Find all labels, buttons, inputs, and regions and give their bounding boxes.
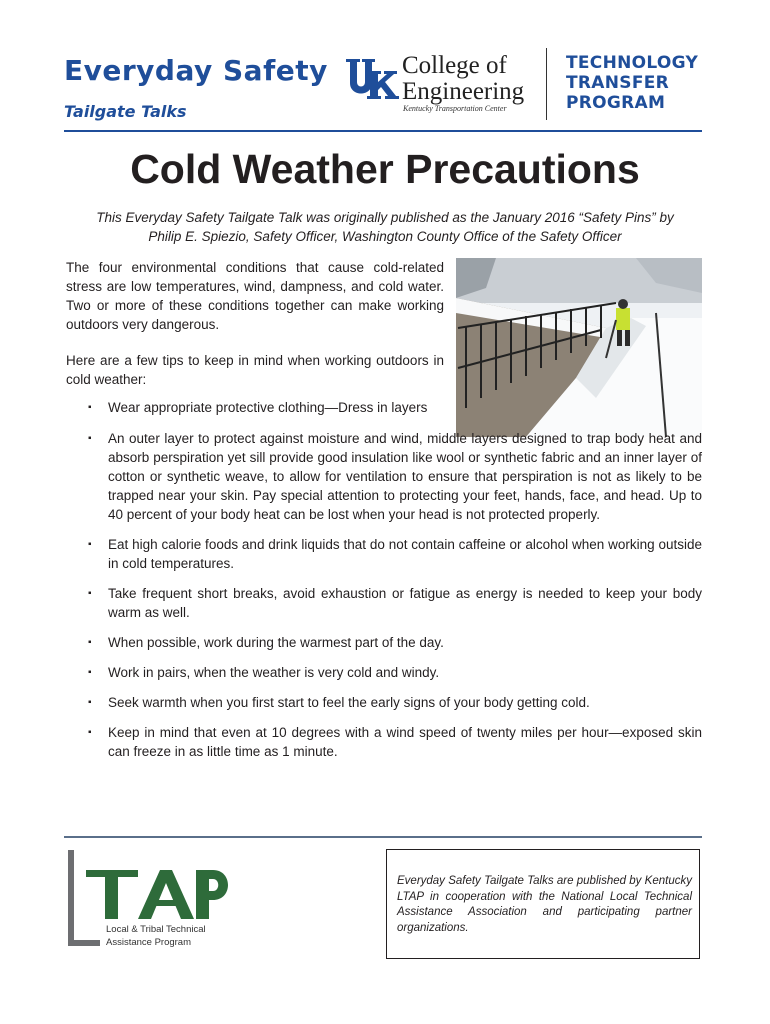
list-item — [88, 723, 702, 761]
series-title: Everyday Safety — [64, 54, 328, 87]
series-subtitle: Tailgate Talks — [64, 102, 187, 121]
bullet-marker: ▪ — [88, 637, 92, 648]
list-item-text: Keep in mind that even at 10 degrees with a wind speed of twenty miles per hour—exposed skin can freeze in as little time as 1 minute. — [108, 725, 702, 759]
list-item — [88, 584, 702, 622]
uk-logo-icon — [345, 57, 399, 101]
college-name-line1: College of — [402, 52, 507, 79]
list-item — [88, 429, 702, 524]
bullet-marker: ▪ — [88, 727, 92, 738]
list-item — [88, 693, 702, 712]
bullet-marker: ▪ — [88, 539, 92, 550]
intro-line1: This Everyday Safety Tailgate Talk was originally published as the January 2016 “Safety Pins” by — [96, 210, 674, 225]
ttp-line2: TRANSFER — [566, 73, 670, 93]
header-divider — [546, 48, 547, 120]
footer-rule — [64, 836, 702, 838]
page-title: Cold Weather Precautions — [130, 146, 640, 192]
list-item-text: An outer layer to protect against moisture and wind, middle layers designed to trap body heat and absorb perspiration yet sill provide good insulation like wool or synthetic fabric and an inner layer of cotton or synthetic weave, to allow for ventilation to ensure that perspiration is not as likely to be trapped near your skin. Pay special attention to protecting your feet, hands, face, and head. Up to 40 percent of your body heat can be lost when your head is not protected properly. — [108, 431, 702, 522]
paragraph-tips-intro: Here are a few tips to keep in mind when working outdoors in cold weather: — [66, 353, 444, 387]
list-item-text: Work in pairs, when the weather is very cold and windy. — [108, 665, 440, 680]
college-name-line2: Engineering — [402, 78, 525, 105]
bullet-marker: ▪ — [88, 433, 92, 444]
tips-list — [88, 398, 702, 761]
list-item-text: Take frequent short breaks, avoid exhaustion or fatigue as energy is needed to keep your body warm as well. — [108, 586, 702, 620]
publisher-note-text: Everyday Safety Tailgate Talks are published by Kentucky LTAP in cooperation with the National Local Technical Assistance Association and participating partner organizations. — [397, 875, 692, 934]
list-item-text: Wear appropriate protective clothing—Dress in layers — [108, 400, 428, 415]
list-item-text: Eat high calorie foods and drink liquids that do not contain caffeine or alcohol when working outside in cold temperatures. — [108, 537, 702, 571]
list-item — [88, 663, 702, 682]
bullet-marker: ▪ — [88, 588, 92, 599]
ltap-tagline-line1: Local & Tribal Technical — [106, 924, 206, 935]
list-item — [88, 535, 702, 573]
header-rule — [64, 130, 702, 132]
college-center-name: Kentucky Transportation Center — [403, 104, 507, 113]
bullet-marker: ▪ — [88, 697, 92, 708]
ttp-logo — [566, 53, 698, 113]
list-item — [88, 398, 444, 417]
list-item-text: When possible, work during the warmest part of the day. — [108, 635, 444, 650]
ttp-line1: TECHNOLOGY — [566, 53, 699, 73]
intro-line2: Philip E. Spiezio, Safety Officer, Washington County Office of the Safety Officer — [148, 229, 622, 244]
ttp-line3: PROGRAM — [566, 93, 666, 113]
ltap-tagline-line2: Assistance Program — [106, 937, 192, 948]
bullet-marker: ▪ — [88, 667, 92, 678]
intro-text — [60, 208, 710, 246]
list-item — [88, 633, 702, 652]
bullet-marker: ▪ — [88, 402, 92, 413]
paragraph-conditions: The four environmental conditions that cause cold-related stress are low temperatures, wind, dampness, and cold water. Two or more of these conditions together can make working outdoors very dangerous. — [66, 260, 444, 332]
list-item-text: Seek warmth when you first start to feel the early signs of your body getting cold. — [108, 695, 590, 710]
